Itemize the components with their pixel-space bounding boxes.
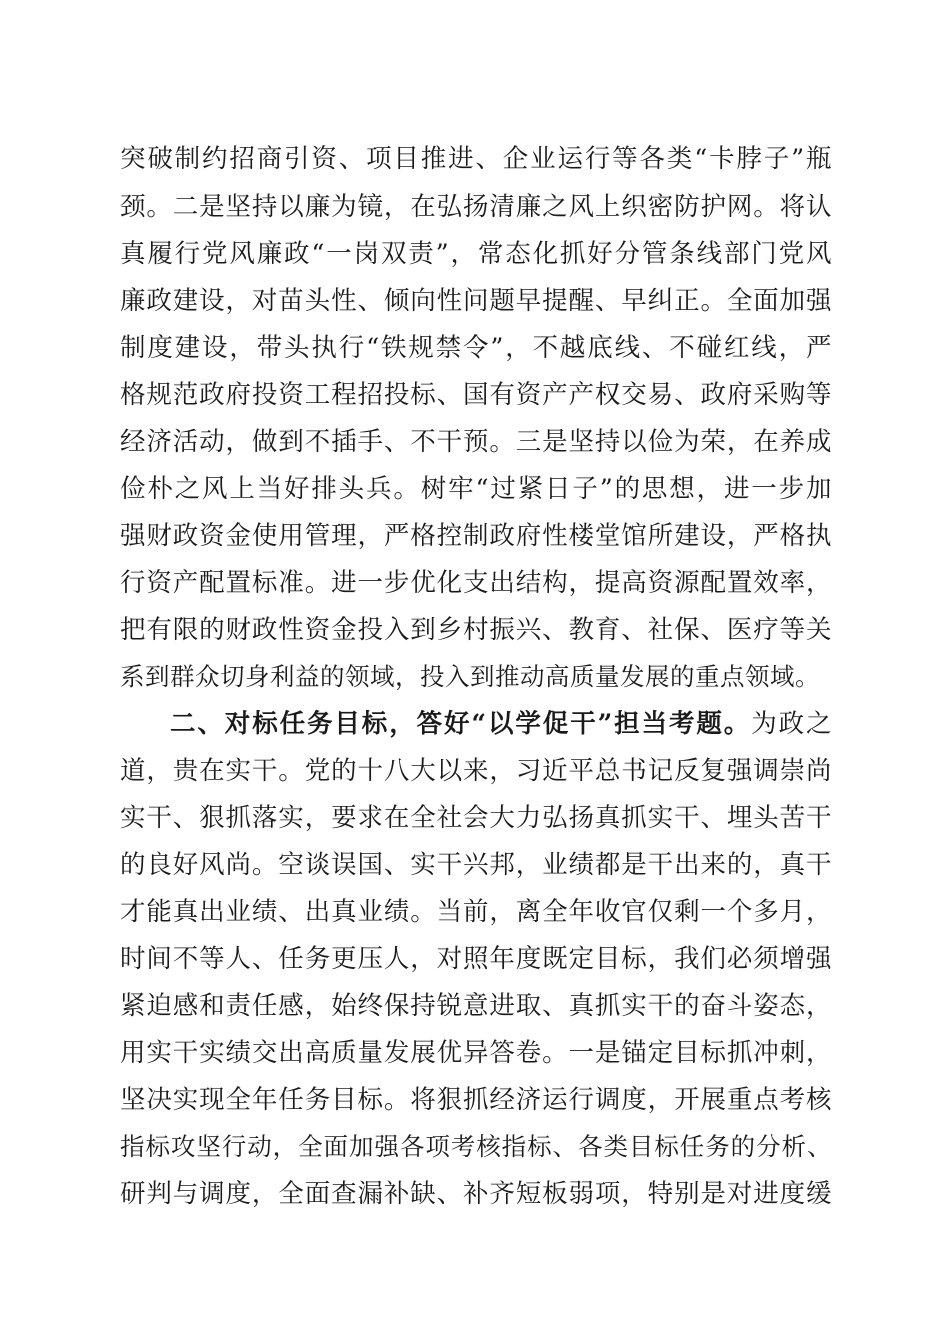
paragraph-line: 经济活动，做到不插手、不干预。三是坚持以俭为荣，在养成 (120, 427, 832, 457)
section-heading: 二、对标任务目标，答好“以学促干”担当考题。 (170, 709, 752, 739)
paragraph-line: 把有限的财政性资金投入到乡村振兴、教育、社保、医疗等关 (120, 615, 832, 645)
paragraph-line: 研判与调度，全面查漏补缺、补齐短板弱项，特别是对进度缓 (120, 1179, 832, 1209)
paragraph-line: 俭朴之风上当好排头兵。树牢“过紧日子”的思想，进一步加 (120, 474, 832, 504)
paragraph-line: 突破制约招商引资、项目推进、企业运行等各类“卡脖子”瓶 (120, 144, 832, 174)
paragraph-line: 的良好风尚。空谈误国、实干兴邦，业绩都是干出来的，真干 (120, 850, 832, 880)
paragraph-line: 才能真出业绩、出真业绩。当前，离全年收官仅剩一个多月， (120, 897, 832, 927)
paragraph-line: 真履行党风廉政“一岗双责”，常态化抓好分管条线部门党风 (120, 239, 832, 269)
paragraph-line: 制度建设，带头执行“铁规禁令”，不越底线、不碰红线，严 (120, 333, 832, 363)
paragraph-line: 道，贵在实干。党的十八大以来，习近平总书记反复强调崇尚 (120, 756, 832, 786)
paragraph-line: 系到群众切身利益的领域，投入到推动高质量发展的重点领域。 (120, 662, 820, 691)
paragraph-line: 用实干实绩交出高质量发展优异答卷。一是锚定目标抓冲刺， (120, 1038, 832, 1068)
paragraph-line: 实干、狠抓落实，要求在全社会大力弘扬真抓实干、埋头苦干 (120, 803, 832, 833)
section-first-line (170, 704, 832, 744)
paragraph-line: 坚决实现全年任务目标。将狠抓经济运行调度，开展重点考核 (120, 1085, 832, 1115)
paragraph-line: 紧迫感和责任感，始终保持锐意进取、真抓实干的奋斗姿态， (120, 991, 832, 1021)
paragraph-line: 颈。二是坚持以廉为镜，在弘扬清廉之风上织密防护网。将认 (120, 192, 832, 222)
paragraph-line: 强财政资金使用管理，严格控制政府性楼堂馆所建设，严格执 (120, 521, 832, 551)
paragraph-line: 时间不等人、任务更压人，对照年度既定目标，我们必须增强 (120, 944, 832, 974)
paragraph-line: 行资产配置标准。进一步优化支出结构，提高资源配置效率， (120, 568, 832, 598)
paragraph-line: 廉政建设，对苗头性、倾向性问题早提醒、早纠正。全面加强 (120, 286, 832, 316)
paragraph-line: 格规范政府投资工程招投标、国有资产产权交易、政府采购等 (120, 380, 832, 410)
paragraph-line: 指标攻坚行动，全面加强各项考核指标、各类目标任务的分析、 (120, 1132, 832, 1161)
section-heading-continuation: 为政之 (751, 709, 832, 739)
